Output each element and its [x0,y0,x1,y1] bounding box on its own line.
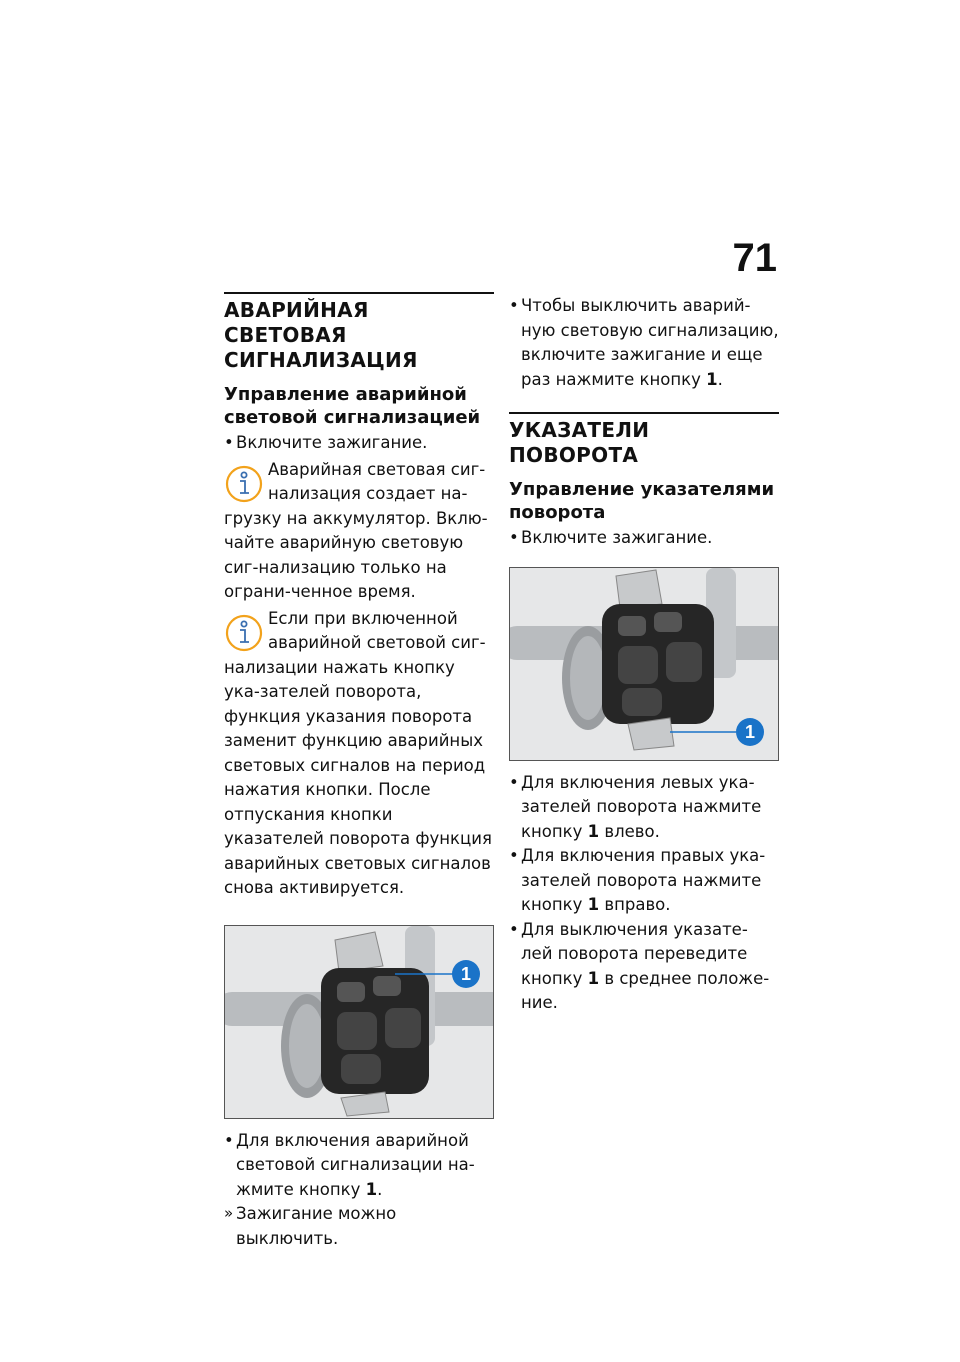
callout-1: 1 [736,718,764,746]
left-column [224,292,494,1251]
info-note-battery: Аварийная световая сиг- нализация создает на- грузку на аккумулятор. Вклю-чайте аварийную световую сиг-нализацию только на ограни-ченное время. [224,459,488,601]
section-title-turn-signals: УКАЗАТЕЛИ ПОВОРОТА [509,412,779,468]
step-hazard-off: • Чтобы выключить аварий-ную световую сигнализацию, включите зажигание и еще раз нажмите кнопку 1. [509,294,779,392]
subheading-turn-signal-control: Управление указателями поворота [509,479,775,523]
step-ignition-on-2: • Включите зажигание. [509,526,779,551]
handlebar-switch-illustration [225,926,493,1118]
figure-handlebar-switch-turn [509,567,779,761]
section-title-hazard: АВАРИЙНАЯ СВЕТОВАЯ СИГНАЛИЗАЦИЯ [224,292,494,373]
step-press-hazard-button: • Для включения аварийной световой сигнализации на-жмите кнопку 1. [224,1129,494,1203]
step-left-indicators: • Для включения левых ука-зателей поворота нажмите кнопку 1 влево. [509,771,779,845]
step-indicators-off: • Для выключения указате-лей поворота переведите кнопку 1 в среднее положе-ние. [509,918,779,1016]
info-icon [224,613,264,653]
right-column [509,294,779,1016]
subheading-hazard-control: Управление аварийной световой сигнализацией [224,384,481,428]
callout-1: 1 [452,960,480,988]
result-ignition-can-be-off: » Зажигание можно выключить. [224,1202,494,1251]
info-icon [224,464,264,504]
figure-handlebar-switch-hazard [224,925,494,1119]
step-ignition-on: • Включите зажигание. [224,431,494,456]
page-number: 71 [732,236,777,280]
info-note-turn-signal: Если при включенной аварийной световой сиг- нализации нажать кнопку ука-зателей поворота, функция указания поворота заменит функцию аварийных световых сигналов на период нажатия кнопки. После отпускания кнопки указателей поворота функция аварийных световых сигналов снова активируется. [224,608,492,897]
step-right-indicators: • Для включения правых ука-зателей поворота нажмите кнопку 1 вправо. [509,844,779,918]
